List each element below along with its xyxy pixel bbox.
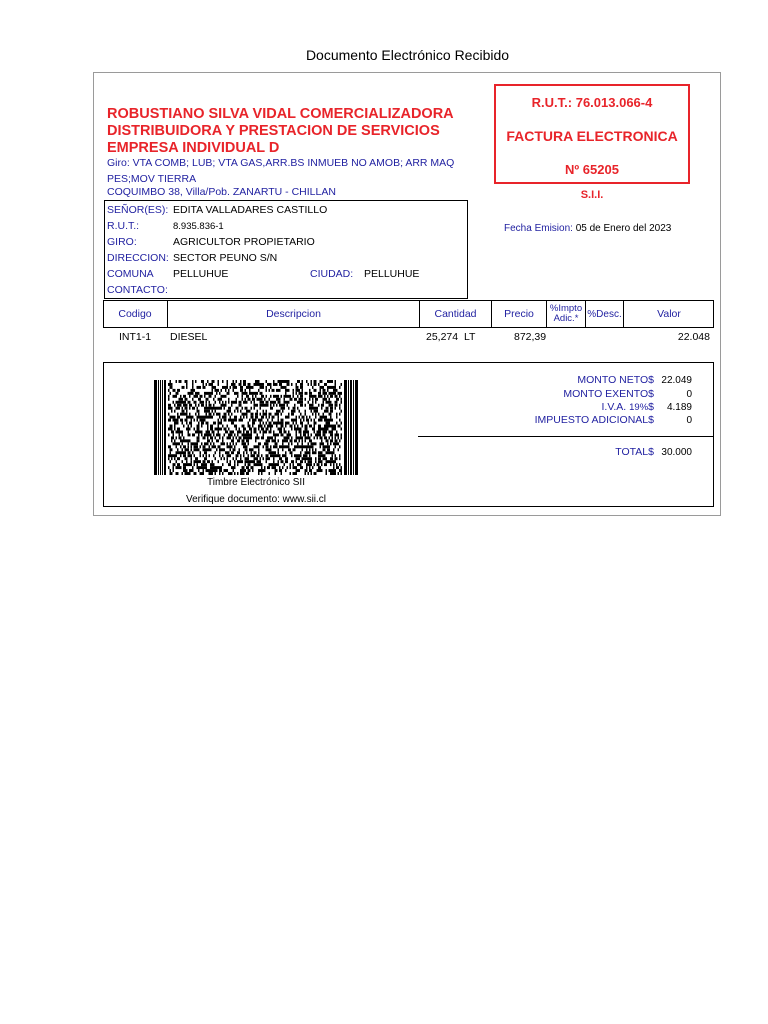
exento-label: MONTO EXENTO$ <box>563 388 654 400</box>
rut-value: 8.935.836-1 <box>173 221 224 232</box>
sii-office: S.I.I. <box>580 189 604 201</box>
iva-label: I.V.A. 19%$ <box>601 401 654 413</box>
row-valor: 22.048 <box>677 331 710 343</box>
rut-label: R.U.T.: <box>107 220 140 232</box>
issuer-name: ROBUSTIANO SILVA VIDAL COMERCIALIZADORA DISTRIBUIDORA Y PRESTACION DE SERVICIOS EMPRESA INDIVIDUAL D <box>107 106 454 156</box>
header-cantidad: Cantidad <box>434 308 477 320</box>
senor-value: EDITA VALLADARES CASTILLO <box>173 204 328 216</box>
direccion-value: SECTOR PEUNO S/N <box>173 252 278 264</box>
stamp-verify: Verifique documento: www.sii.cl <box>185 494 327 505</box>
header-descripcion: Descripcion <box>266 308 321 320</box>
row-descripcion: DIESEL <box>170 331 208 343</box>
row-unidad: LT <box>463 331 476 343</box>
fecha-label: Fecha Emision: <box>504 223 573 234</box>
row-codigo: INT1-1 <box>119 331 152 343</box>
issuer-giro-line1: Giro: VTA COMB; LUB; VTA GAS,ARR.BS INMUEB NO AMOB; ARR MAQ <box>107 157 455 169</box>
comuna-value: PELLUHUE <box>173 268 229 280</box>
header-desc: %Desc. <box>587 308 622 320</box>
giro-label: GIRO: <box>107 236 137 248</box>
adicional-value: 0 <box>686 415 692 426</box>
issuer-giro-line2: PES;MOV TIERRA <box>107 173 197 185</box>
sii-doc-number: Nº 65205 <box>565 162 619 177</box>
ciudad-label: CIUDAD: <box>310 268 354 280</box>
header-impto: %Impto <box>549 303 583 314</box>
total-value: 30.000 <box>661 447 692 458</box>
page-title: Documento Electrónico Recibido <box>305 47 510 63</box>
sii-doc-type: FACTURA ELECTRONICA <box>506 128 678 144</box>
header-valor: Valor <box>657 308 681 320</box>
header-adic: Adic.* <box>553 313 579 324</box>
iva-value: 4.189 <box>666 402 692 413</box>
comuna-label: COMUNA <box>107 268 154 280</box>
sii-rut: R.U.T.: 76.013.066-4 <box>531 95 653 110</box>
senor-label: SEÑOR(ES): <box>107 204 169 216</box>
issuer-address: COQUIMBO 38, Villa/Pob. ZANARTU - CHILLAN <box>107 186 336 198</box>
adicional-label: IMPUESTO ADICIONAL$ <box>534 414 654 426</box>
ciudad-value: PELLUHUE <box>364 268 420 280</box>
total-label: TOTAL$ <box>615 446 654 458</box>
contacto-label: CONTACTO: <box>107 284 168 296</box>
totals-divider <box>418 436 714 437</box>
pdf417-barcode <box>154 380 358 475</box>
neto-value: 22.049 <box>661 375 692 386</box>
neto-label: MONTO NETO$ <box>577 374 654 386</box>
header-precio: Precio <box>504 308 534 320</box>
row-cantidad <box>426 331 475 343</box>
direccion-label: DIRECCION: <box>107 252 169 264</box>
header-impto-adic <box>547 300 585 328</box>
row-cantidad-value: 25,274 <box>426 331 459 343</box>
exento-value: 0 <box>686 389 692 400</box>
row-precio: 872,39 <box>514 331 547 343</box>
stamp-caption: Timbre Electrónico SII <box>207 477 305 488</box>
fecha-emision <box>504 223 671 234</box>
giro-value: AGRICULTOR PROPIETARIO <box>173 236 315 248</box>
fecha-value: 05 de Enero del 2023 <box>575 223 672 234</box>
header-codigo: Codigo <box>118 308 152 320</box>
